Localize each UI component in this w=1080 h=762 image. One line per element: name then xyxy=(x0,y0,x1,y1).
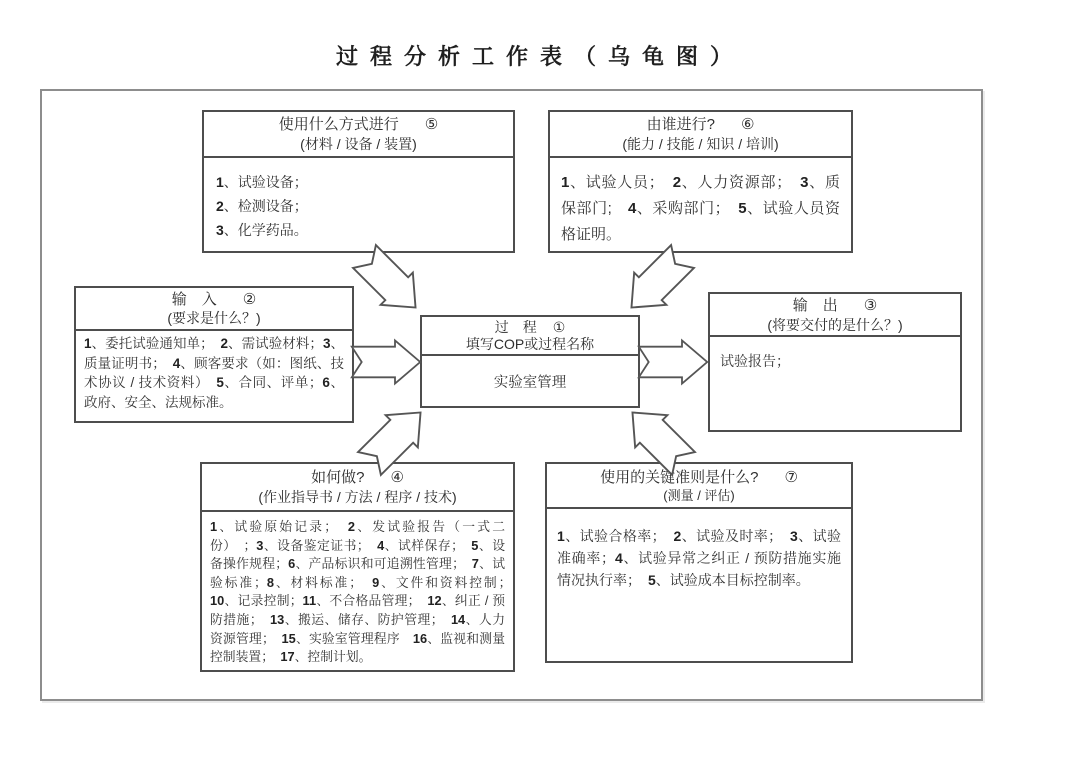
box-output-body: 试验报告； xyxy=(720,353,790,369)
box-method-subtitle: (材料 / 设备 / 装置) xyxy=(300,136,417,152)
box-process-title-line xyxy=(422,318,638,336)
box-input xyxy=(74,286,354,423)
box-output-title: 输 出 xyxy=(792,296,838,314)
box-who-subtitle: (能力 / 技能 / 知识 / 培训) xyxy=(622,136,779,152)
page-title: 过程分析工作表（乌龟图） xyxy=(335,44,744,69)
box-who xyxy=(548,110,853,253)
box-criteria-number: ⑦ xyxy=(784,468,798,486)
box-method-body xyxy=(204,158,513,251)
box-process-number: ① xyxy=(552,319,566,335)
box-how-subtitle: (作业指导书 / 方法 / 程序 / 技术) xyxy=(258,489,457,505)
box-how-number: ④ xyxy=(390,469,404,486)
box-how-header xyxy=(202,464,513,512)
arrow-input-to-process-icon xyxy=(350,337,422,387)
box-input-number: ② xyxy=(242,291,257,308)
box-how-title: 如何做? xyxy=(311,469,365,486)
box-how-body: 1、试验原始记录； 2、发试验报告（一式二份） ；3、设备鉴定证书； 4、试样保存； 5、设备操作规程；6、产品标识和可追溯性管理； 7、试验标准；8、材料标准； 9、文件和资料控制； 10、记录控制；11、不合格品管理； 12、纠正 / 预防措施； 13、搬运、储存、防护管理； 14、人力资源管理； 15、实验室管理程序 16、监视和测量控制装置； 17、控制计划。 xyxy=(210,519,518,665)
box-criteria-title-line xyxy=(547,468,851,488)
box-method-title-line xyxy=(204,115,513,135)
box-criteria-subtitle: (测量 / 评估) xyxy=(663,487,735,503)
box-process-title: 过 程 xyxy=(494,319,537,335)
box-output-subtitle: (将要交付的是什么？) xyxy=(767,316,903,333)
box-method-number: ⑤ xyxy=(424,116,439,133)
box-input-header xyxy=(76,288,352,331)
box-process-subtitle: 填写COP或过程名称 xyxy=(465,336,595,352)
box-who-number: ⑥ xyxy=(740,116,755,133)
box-process-header xyxy=(422,317,638,356)
list-item: 3、化学药品。 xyxy=(216,222,308,238)
list-item: 2、检测设备； xyxy=(216,198,308,214)
box-process-body: 实验室管理 xyxy=(493,374,567,391)
box-input-title-line xyxy=(76,290,352,310)
box-method-header xyxy=(204,112,513,158)
box-output-header xyxy=(710,294,960,337)
box-criteria-header xyxy=(547,464,851,509)
box-how-title-line xyxy=(202,468,513,488)
box-criteria-body: 1、试验合格率； 2、试验及时率； 3、试验准确率；4、试验异常之纠正 / 预防措施实施情况执行率； 5、试验成本目标控制率。 xyxy=(557,528,842,588)
box-input-title: 输 入 xyxy=(171,291,217,308)
box-who-title-line xyxy=(550,115,851,135)
box-who-title: 由谁进行? xyxy=(646,116,715,133)
box-output-number: ③ xyxy=(863,296,878,314)
box-method-title: 使用什么方式进行 xyxy=(278,116,399,133)
box-criteria xyxy=(545,462,853,663)
box-criteria-title: 使用的关键准则是什么? xyxy=(600,468,759,486)
box-input-subtitle: (要求是什么？) xyxy=(167,310,261,326)
arrow-process-to-output-icon xyxy=(637,337,709,387)
box-who-header xyxy=(550,112,851,158)
box-process xyxy=(420,315,640,408)
box-output-title-line xyxy=(710,296,960,316)
box-how xyxy=(200,462,518,672)
box-output xyxy=(708,292,962,432)
box-who-body: 1、试验人员； 2、人力资源部； 3、质保部门; 4、采购部门； 5、试验人员资格证明。 xyxy=(561,174,840,243)
list-item: 1、试验设备； xyxy=(216,174,308,190)
box-input-body: 1、委托试验通知单； 2、需试验材料；3、质量证明书； 4、顾客要求（如：图纸、技术协议 / 技术资料） 5、合同、评单；6、政府、安全、法规标准。 xyxy=(84,336,345,410)
box-method xyxy=(202,110,515,253)
